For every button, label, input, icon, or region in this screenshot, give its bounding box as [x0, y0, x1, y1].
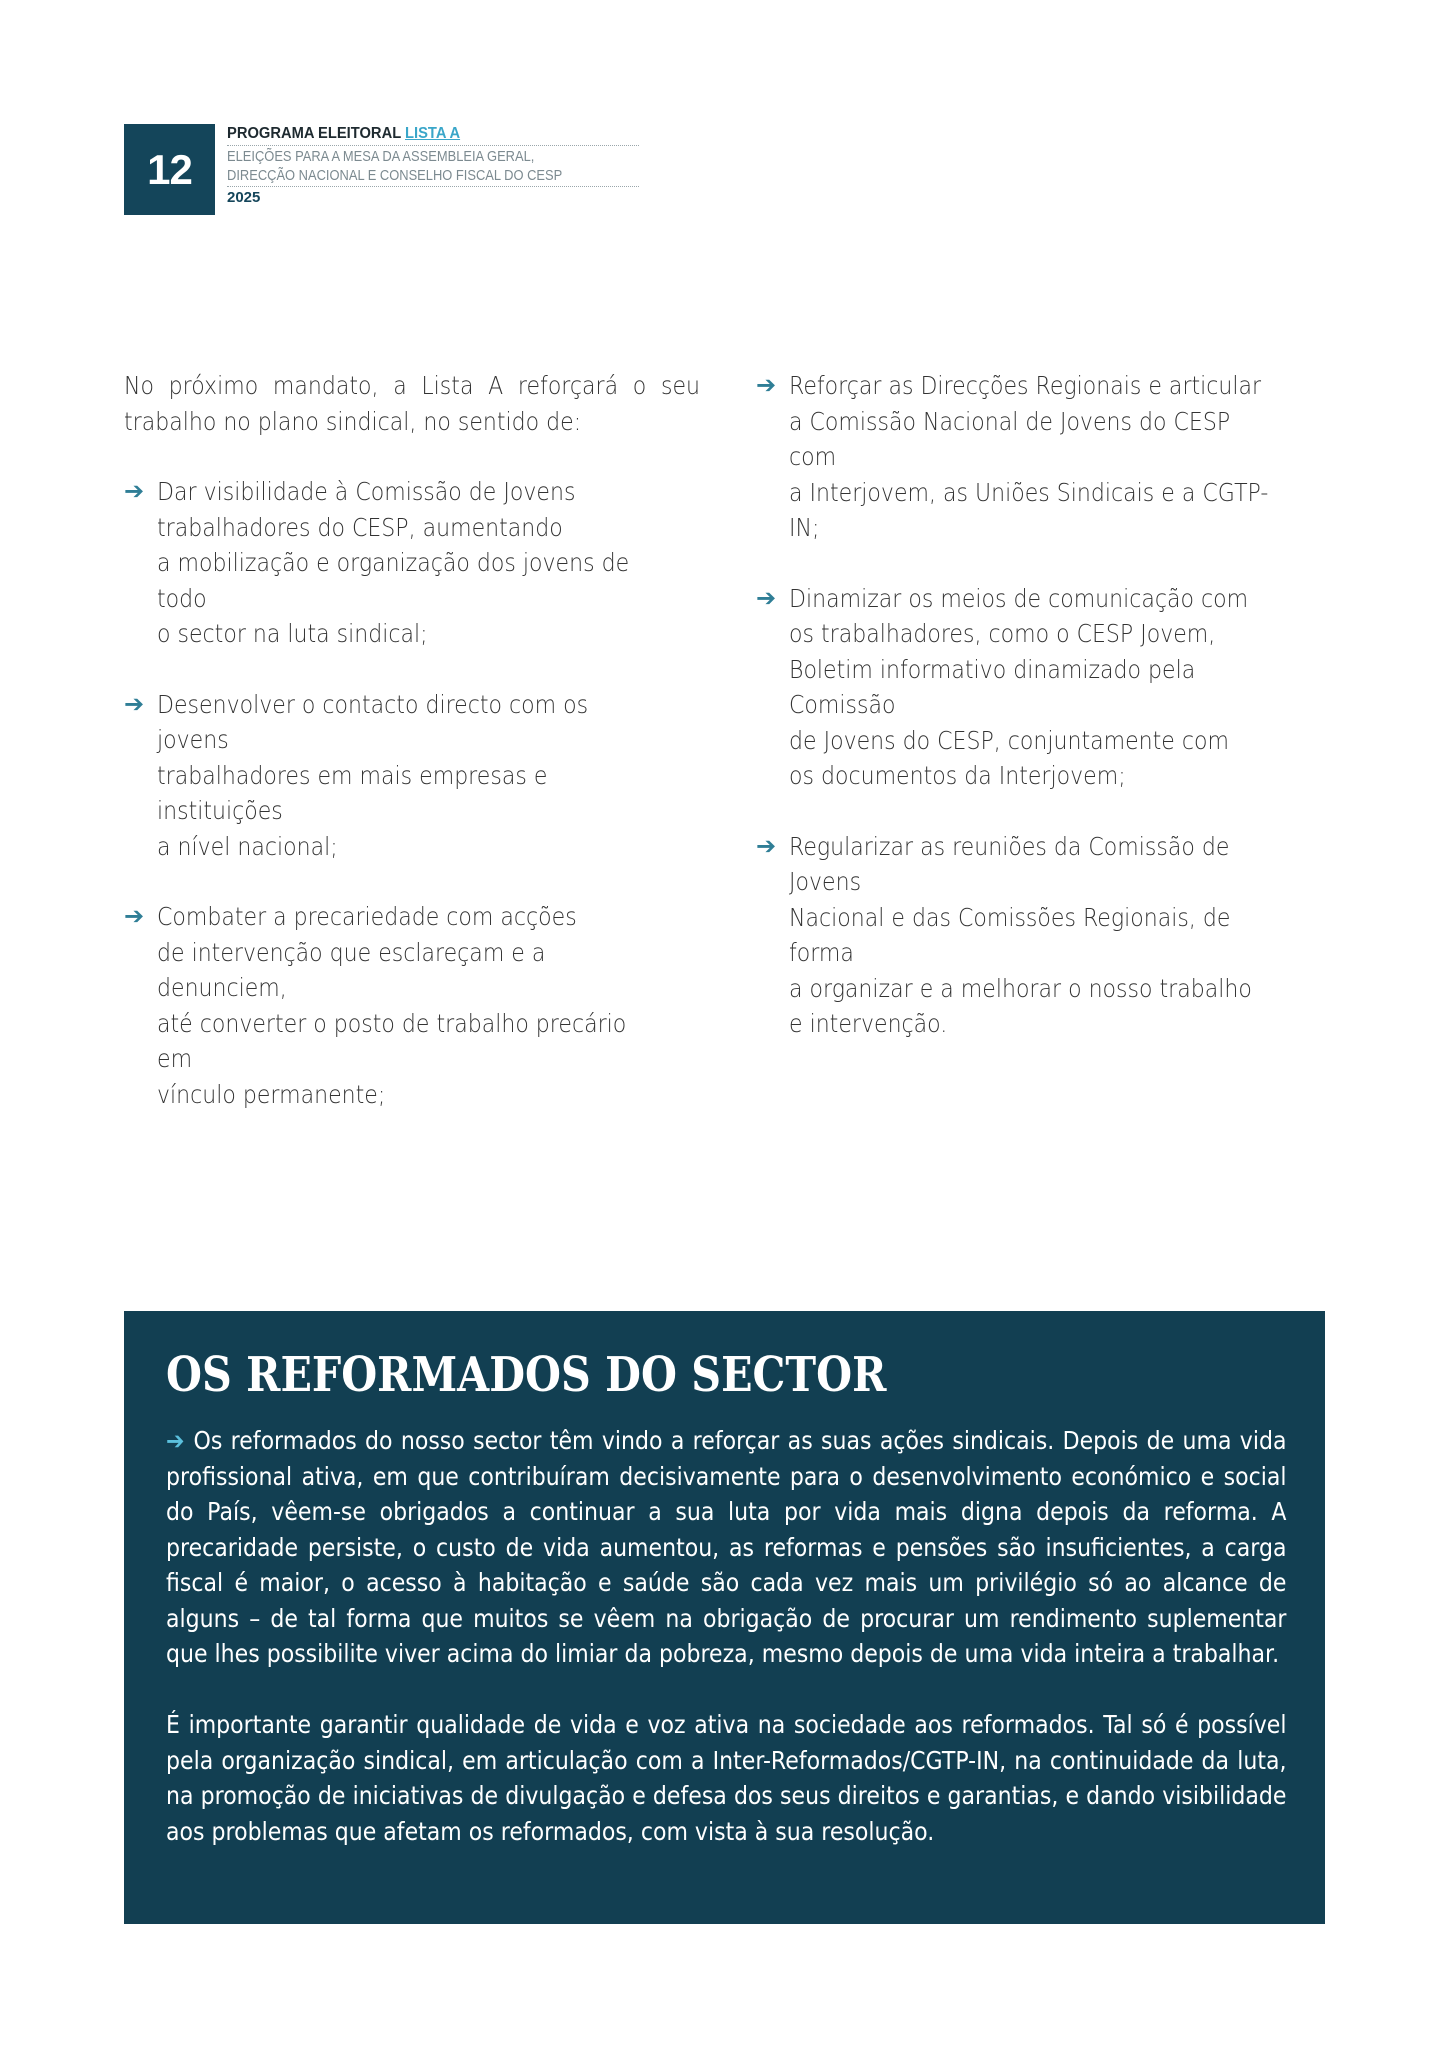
- header-subtitle-line1: ELEIÇÕES PARA A MESA DA ASSEMBLEIA GERAL,: [227, 148, 535, 165]
- header-text: [227, 124, 639, 208]
- section-body: [166, 1423, 1287, 1885]
- list-item-text: Dar visibilidade à Comissão de Jovens trabalhadores do CESP, aumentando a mobilização e organização dos jovens de todo o sector na luta sindical;: [157, 477, 630, 648]
- reformados-section: [124, 1311, 1325, 1924]
- header-title-accent: LISTA A: [405, 125, 461, 142]
- header-subtitle-line2: DIRECÇÃO NACIONAL E CONSELHO FISCAL DO CESP: [227, 167, 563, 184]
- intro-paragraph: No próximo mandato, a Lista A reforçará o seu trabalho no plano sindical, no sentido de:: [124, 371, 700, 436]
- header-title: [227, 124, 606, 144]
- arrow-right-icon: ➔: [756, 583, 777, 612]
- list-item: [124, 899, 700, 1112]
- arrow-right-icon: ➔: [124, 477, 145, 505]
- section-paragraph: [166, 1423, 1287, 1672]
- section-paragraph: [166, 1707, 1287, 1849]
- paragraph-text: É importante garantir qualidade de vida e voz ativa na sociedade aos reformados. Tal só é possível pela organização sindical, em articulação com a Inter-Reformados/CGTP-IN, na continuidade da luta, na promoção de iniciativas de divulgação e defesa dos seus direitos e garantias, e dando visibilidade aos problemas que afetam os reformados, com vista à sua resolução.: [166, 1710, 1287, 1846]
- list-item: [756, 829, 1336, 1042]
- arrow-right-icon: ➔: [166, 1426, 194, 1455]
- right-column: [756, 368, 1336, 1077]
- left-column: [124, 368, 700, 1147]
- arrow-right-icon: ➔: [124, 902, 145, 930]
- page-number: 12: [124, 124, 215, 215]
- list-item: [756, 368, 1336, 546]
- list-item-text: Regularizar as reuniões da Comissão de Jovens Nacional e das Comissões Regionais, de forma a organizar e a melhorar o nosso trabalho e intervenção.: [789, 831, 1252, 1038]
- header-year: 2025: [227, 189, 261, 206]
- arrow-right-icon: ➔: [756, 371, 777, 399]
- list-item-text: Reforçar as Direcções Regionais e articular a Comissão Nacional de Jovens do CESP com a Interjovem, as Uniões Sindicais e a CGTP-IN;: [789, 371, 1269, 542]
- section-title: OS REFORMADOS DO SECTOR: [166, 1347, 887, 1403]
- paragraph-text: Os reformados do nosso sector têm vindo a reforçar as suas ações sindicais. Depois de uma vida profissional ativa, em que contribuíram decisivamente para o desenvolvimento económico e social do País, vêem-se obrigados a continuar a sua luta por vida mais digna depois da reforma. A precaridade persiste, o custo de vida aumentou, as reformas e pensões são insuficientes, a carga fiscal é maior, o acesso à habitação e saúde são cada vez mais um privilégio só ao alcance de alguns – de tal forma que muitos se vêem na obrigação de procurar um rendimento suplementar que lhes possibilite viver acima do limiar da pobreza, mesmo depois de uma vida inteira a trabalhar.: [166, 1426, 1287, 1668]
- arrow-right-icon: ➔: [756, 831, 777, 860]
- list-item: [124, 474, 700, 652]
- header-divider: [227, 145, 639, 146]
- list-item: [124, 687, 700, 865]
- list-item-text: Combater a precariedade com acções de intervenção que esclareçam e a denunciem, até converter o posto de trabalho precário em vínculo permanente;: [157, 902, 627, 1109]
- header-divider: [227, 186, 639, 187]
- list-item: [756, 581, 1336, 794]
- header-title-main: PROGRAMA ELEITORAL: [227, 125, 401, 142]
- arrow-right-icon: ➔: [124, 689, 145, 718]
- list-item-text: Dinamizar os meios de comunicação com os trabalhadores, como o CESP Jovem, Boletim informativo dinamizado pela Comissão de Jovens do CESP, conjuntamente com os documentos da Interjovem;: [789, 583, 1249, 790]
- list-item-text: Desenvolver o contacto directo com os jovens trabalhadores em mais empresas e instituições a nível nacional;: [157, 689, 589, 861]
